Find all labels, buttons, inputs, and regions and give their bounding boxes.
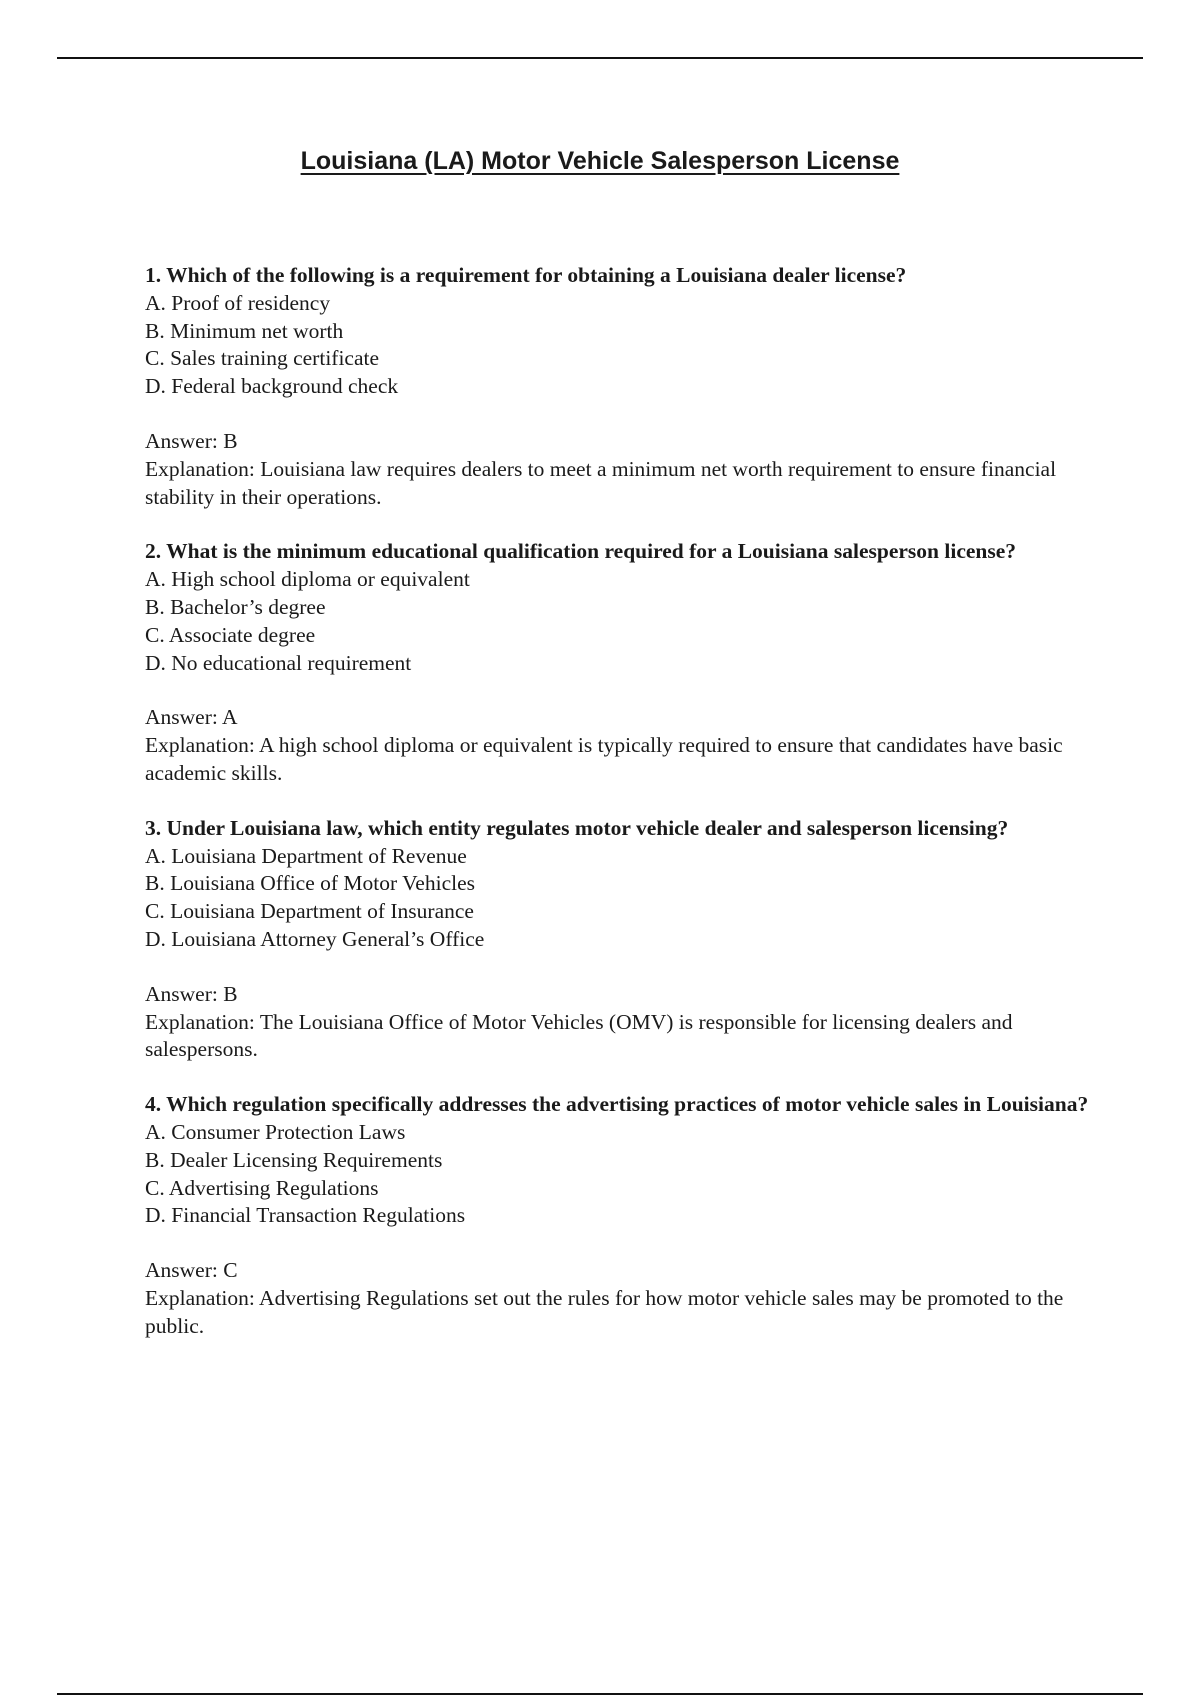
- explanation-text: Explanation: Advertising Regulations set out the rules for how motor vehicle sales may be promoted to the public.: [145, 1285, 1064, 1338]
- question-block-3: [145, 815, 1100, 1064]
- explanation-text: Explanation: A high school diploma or equivalent is typically required to ensure that candidates have basic academic skills.: [145, 733, 1063, 785]
- answer-text: Answer: A: [145, 705, 238, 730]
- option-d: D. No educational requirement: [145, 650, 412, 675]
- option-b: B. Dealer Licensing Requirements: [145, 1147, 443, 1172]
- page-title: [0, 144, 1200, 178]
- option-b: B. Minimum net worth: [145, 318, 344, 343]
- option-a: A. Louisiana Department of Revenue: [145, 843, 467, 868]
- option-a: A. Proof of residency: [145, 290, 331, 315]
- question-text: 3. Under Louisiana law, which entity regulates motor vehicle dealer and salesperson licensing?: [145, 815, 1009, 840]
- option-d: D. Federal background check: [145, 374, 399, 399]
- option-b: B. Louisiana Office of Motor Vehicles: [145, 871, 475, 896]
- question-text: 1. Which of the following is a requirement for obtaining a Louisiana dealer license?: [145, 263, 907, 287]
- question-list: [145, 262, 1100, 1368]
- option-a: A. Consumer Protection Laws: [145, 1119, 406, 1144]
- option-c: C. Louisiana Department of Insurance: [145, 899, 474, 924]
- option-d: D. Financial Transaction Regulations: [145, 1203, 466, 1228]
- top-rule: [57, 57, 1143, 59]
- question-block-2: [145, 538, 1100, 787]
- option-a: A. High school diploma or equivalent: [145, 567, 470, 592]
- answer-text: Answer: C: [145, 1258, 238, 1283]
- option-d: D. Louisiana Attorney General’s Office: [145, 926, 485, 951]
- bottom-rule: [57, 1693, 1143, 1695]
- option-c: C. Advertising Regulations: [145, 1175, 379, 1200]
- option-c: C. Associate degree: [145, 622, 316, 647]
- explanation-text: Explanation: Louisiana law requires dealers to meet a minimum net worth requirement to ensure financial stability in their operations.: [145, 456, 1057, 509]
- answer-text: Answer: B: [145, 981, 238, 1006]
- question-text: 4. Which regulation specifically addresses the advertising practices of motor vehicle sales in Louisiana?: [145, 1092, 1089, 1117]
- option-c: C. Sales training certificate: [145, 346, 380, 371]
- question-block-4: [145, 1091, 1100, 1340]
- answer-text: Answer: B: [145, 428, 238, 453]
- question-text: 2. What is the minimum educational qualification required for a Louisiana salesperson license?: [145, 539, 1017, 564]
- option-b: B. Bachelor’s degree: [145, 594, 326, 619]
- page-title-text: Louisiana (LA) Motor Vehicle Salesperson License: [300, 147, 900, 175]
- explanation-text: Explanation: The Louisiana Office of Motor Vehicles (OMV) is responsible for licensing dealers and salespersons.: [145, 1009, 1013, 1062]
- question-block-1: [145, 262, 1100, 511]
